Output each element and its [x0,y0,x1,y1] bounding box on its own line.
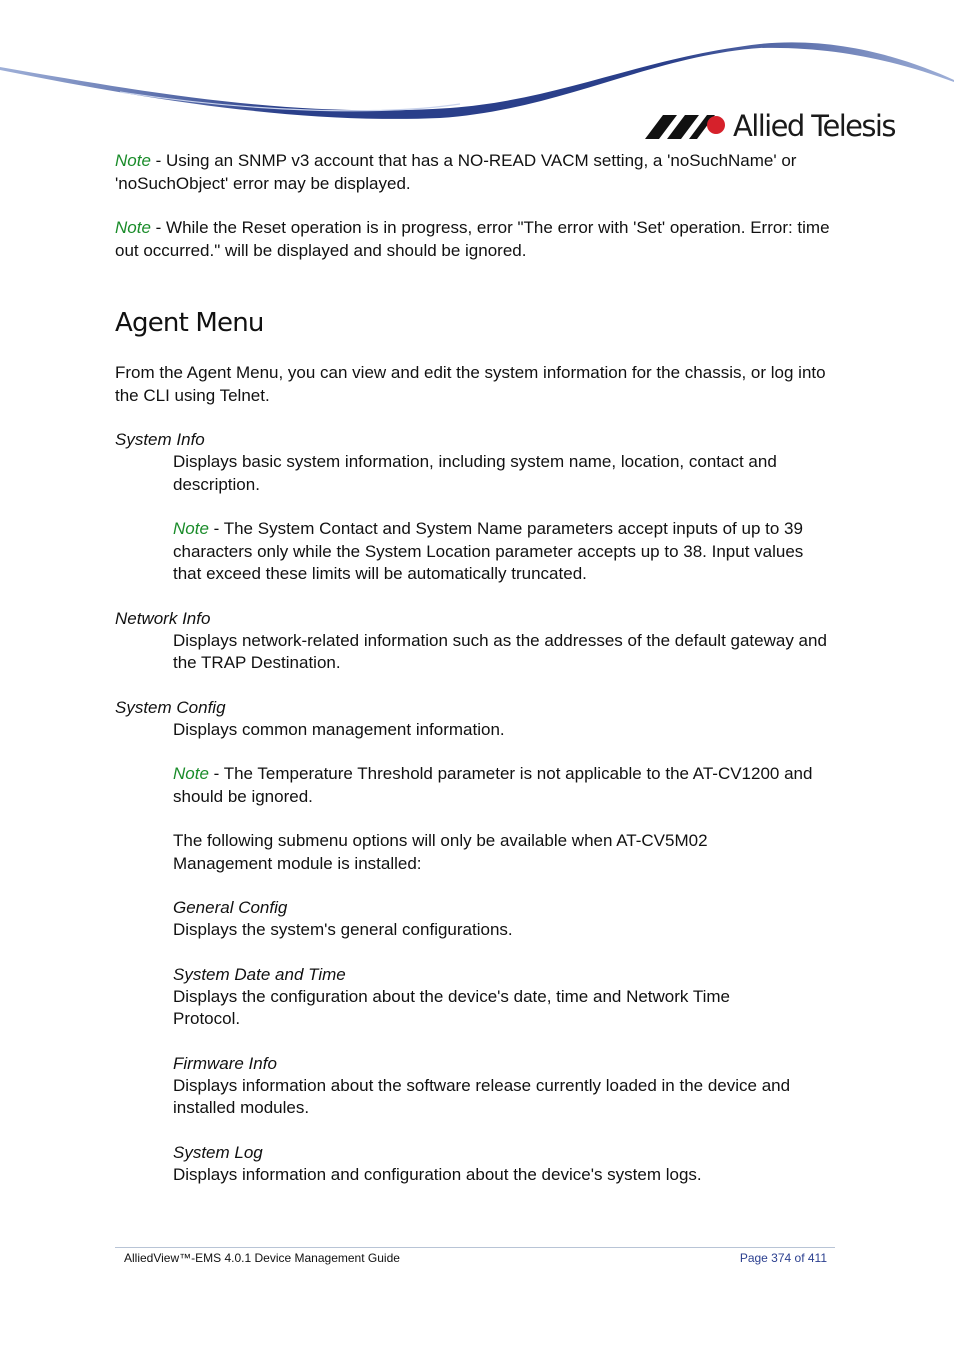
note-reset [115,217,835,262]
desc-general-config: Displays the system's general configurations. [173,920,513,939]
note-text: - The Temperature Threshold parameter is not applicable to the AT-CV1200 and should be ignored. [173,764,813,806]
term-system-log: System Log [173,1142,263,1162]
note-system-config [173,763,835,808]
desc-system-info: Displays basic system information, including system name, location, contact and description. [173,452,777,494]
term-system-info: System Info [115,430,205,449]
submenu-intro: The following submenu options will only be available when AT-CV5M02 Management module is installed: [173,831,708,873]
footer-document-title: AlliedView™-EMS 4.0.1 Device Management Guide [124,1251,400,1265]
desc-network-info: Displays network-related information such as the addresses of the default gateway and the TRAP Destination. [173,630,827,672]
note-text: - While the Reset operation is in progress, error "The error with 'Set' operation. Error: time out occurred." will be displayed and should be ignored. [115,218,830,260]
desc-system-date-time: Displays the configuration about the device's date, time and Network Time Protocol. [173,986,730,1028]
term-system-date-time: System Date and Time [173,964,346,984]
note-label: Note [115,151,151,170]
note-snmp [115,150,835,195]
brand-name: Allied Telesis [733,109,895,143]
footer-divider [115,1247,835,1248]
section-intro: From the Agent Menu, you can view and edit the system information for the chassis, or log into the CLI using Telnet. [115,363,826,405]
desc-system-config: Displays common management information. [173,719,505,739]
term-network-info: Network Info [115,608,211,628]
desc-system-log: Displays information and configuration about the device's system logs. [173,1164,702,1184]
allied-telesis-logo-icon [645,112,727,140]
section-title: Agent Menu [115,308,264,338]
note-label: Note [173,519,209,538]
desc-firmware-info: Displays information about the software release currently loaded in the device and installed modules. [173,1075,791,1117]
page-content [115,150,835,1186]
footer-page-number: Page 374 of 411 [739,1251,827,1265]
note-label: Note [115,218,151,237]
term-system-config: System Config [115,697,226,717]
note-label: Note [173,764,209,783]
brand-logo [645,108,895,144]
term-general-config: General Config [173,898,288,917]
note-text: - The System Contact and System Name parameters accept inputs of up to 39 characters only while the System Location parameter accepts up to 38. Input values that exceed these limits will be automatically truncated. [173,519,804,583]
note-system-info [173,518,835,586]
note-text: - Using an SNMP v3 account that has a NO-READ VACM setting, a 'noSuchName' or 'noSuchObject' error may be displayed. [115,151,797,193]
term-firmware-info: Firmware Info [173,1053,277,1073]
